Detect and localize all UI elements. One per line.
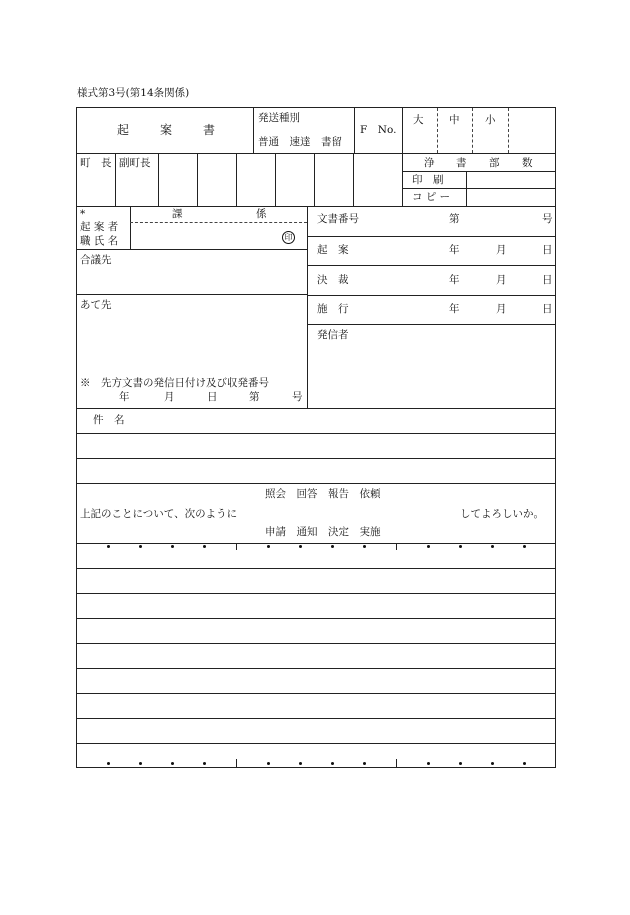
- josho-char-2: 書: [456, 157, 467, 169]
- form-rule-line: [307, 324, 556, 325]
- form-rule-line: [76, 668, 556, 669]
- size-small: 小: [485, 114, 496, 126]
- atesaki-label: あて先: [80, 299, 112, 311]
- kian-char-3: 書: [203, 123, 216, 137]
- grid-dot-marker: [107, 545, 110, 548]
- senpo-tsuki: 月: [164, 391, 175, 403]
- shiko-label: 施 行: [317, 303, 349, 315]
- form-rule-line: [236, 153, 237, 206]
- grid-dot-marker: [171, 545, 174, 548]
- form-rule-line: [130, 206, 131, 249]
- form-rule-line: [76, 153, 556, 154]
- josho-char-3: 部: [489, 157, 500, 169]
- form-rule-line: [76, 767, 556, 768]
- form-rule-line: [396, 759, 397, 767]
- form-rule-line: [354, 107, 355, 153]
- grid-dot-marker: [203, 762, 206, 765]
- form-rule-line: [76, 568, 556, 569]
- grid-dot-marker: [299, 762, 302, 765]
- senpo-nen: 年: [119, 391, 130, 403]
- form-rule-line: [472, 108, 473, 153]
- bunsho-dai: 第: [449, 213, 460, 225]
- senpo-dai: 第: [249, 391, 260, 403]
- grid-dot-marker: [363, 762, 366, 765]
- grid-dot-marker: [331, 762, 334, 765]
- kian-tsuki: 月: [496, 244, 507, 256]
- insatsu-label: 印 刷: [412, 174, 444, 186]
- form-rule-line: [76, 458, 556, 459]
- form-rule-line: [76, 643, 556, 644]
- fukuchocho-label: 副町長: [119, 157, 151, 169]
- form-rule-line: [275, 153, 276, 206]
- grid-dot-marker: [299, 545, 302, 548]
- form-rule-line: [76, 107, 556, 108]
- form-rule-line: [115, 153, 116, 206]
- form-rule-line: [76, 543, 556, 544]
- form-rule-line: [353, 153, 354, 206]
- form-rule-line: [76, 593, 556, 594]
- grid-dot-marker: [523, 545, 526, 548]
- form-rule-line: [158, 153, 159, 206]
- grid-dot-marker: [139, 762, 142, 765]
- options-top: 照会 回答 報告 依頼: [265, 488, 381, 500]
- options-bottom: 申請 通知 決定 実施: [265, 526, 381, 538]
- kessai-hi: 日: [542, 274, 553, 286]
- form-rule-line: [307, 265, 556, 266]
- kian-label: 起 案: [317, 244, 349, 256]
- kenmei-label: 件 名: [93, 414, 125, 426]
- form-rule-line: [402, 107, 403, 206]
- kessai-tsuki: 月: [496, 274, 507, 286]
- sentence-prefix: 上記のことについて、次のように: [80, 508, 238, 520]
- form-rule-line: [76, 249, 307, 250]
- shokushimei-label: 職 氏 名: [80, 235, 119, 247]
- shiko-tsuki: 月: [496, 303, 507, 315]
- grid-dot-marker: [267, 545, 270, 548]
- form-rule-line: [76, 408, 556, 409]
- form-rule-line: [76, 693, 556, 694]
- kakari-label: 係: [256, 208, 267, 220]
- grid-dot-marker: [427, 762, 430, 765]
- form-rule-line: [76, 718, 556, 719]
- size-medium: 中: [449, 114, 460, 126]
- form-rule-line: [76, 483, 556, 484]
- form-rule-line: [402, 171, 556, 172]
- form-rule-line: [76, 433, 556, 434]
- f-no-label: F No.: [360, 124, 397, 136]
- grid-dot-marker: [363, 545, 366, 548]
- form-title: 様式第3号(第14条関係): [77, 87, 190, 99]
- kessai-nen: 年: [449, 274, 460, 286]
- grid-dot-marker: [203, 545, 206, 548]
- form-rule-line: [437, 108, 438, 153]
- grid-dot-marker: [331, 545, 334, 548]
- kian-char-1: 起: [117, 123, 130, 137]
- senpo-go: 号: [292, 391, 303, 403]
- form-rule-line: [236, 543, 237, 550]
- kian-nen: 年: [449, 244, 460, 256]
- senpo-hi: 日: [207, 391, 218, 403]
- hasso-shubetsu-label: 発送種別: [258, 112, 300, 124]
- kian-hi: 日: [542, 244, 553, 256]
- grid-dot-marker: [459, 762, 462, 765]
- grid-dot-marker: [171, 762, 174, 765]
- form-rule-line: [253, 107, 254, 153]
- form-rule-line: [402, 188, 556, 189]
- form-rule-line: [307, 236, 556, 237]
- size-large: 大: [413, 114, 424, 126]
- grid-dot-marker: [427, 545, 430, 548]
- josho-char-4: 数: [522, 157, 533, 169]
- ka-label: 課: [172, 208, 183, 220]
- grid-dot-marker: [459, 545, 462, 548]
- bunsho-bango-label: 文書番号: [317, 213, 359, 225]
- grid-dot-marker: [267, 762, 270, 765]
- seal-mark: 印: [282, 231, 295, 244]
- form-rule-line: [314, 153, 315, 206]
- kian-char-2: 案: [160, 123, 173, 137]
- josho-char-1: 浄: [424, 157, 435, 169]
- grid-dot-marker: [491, 762, 494, 765]
- form-rule-line: [236, 759, 237, 767]
- gogisaki-label: 合議先: [80, 254, 112, 266]
- senpo-note: ※ 先方文書の発信日付け及び収発番号: [80, 377, 269, 389]
- kessai-label: 決 裁: [317, 274, 349, 286]
- form-rule-line: [508, 108, 509, 153]
- form-rule-line: [396, 543, 397, 550]
- grid-dot-marker: [523, 762, 526, 765]
- form-rule-line: [76, 206, 556, 207]
- shiko-nen: 年: [449, 303, 460, 315]
- grid-dot-marker: [139, 545, 142, 548]
- form-rule-line: [76, 743, 556, 744]
- hasso-options: 普通 速達 書留: [258, 136, 342, 148]
- form-rule-line: [76, 618, 556, 619]
- bunsho-go: 号: [542, 213, 553, 225]
- form-rule-line: [76, 294, 307, 295]
- kiansha-label: 起 案 者: [80, 221, 119, 233]
- hasshinsha-label: 発信者: [317, 329, 349, 341]
- shiko-hi: 日: [542, 303, 553, 315]
- asterisk-mark: *: [80, 208, 86, 220]
- sentence-suffix: してよろしいか。: [460, 508, 544, 520]
- chocho-label: 町 長: [80, 157, 112, 169]
- form-rule-line: [307, 295, 556, 296]
- form-rule-line: [130, 222, 307, 223]
- grid-dot-marker: [107, 762, 110, 765]
- form-rule-line: [466, 171, 467, 206]
- form-rule-line: [197, 153, 198, 206]
- copy-label: コ ピ ー: [412, 191, 451, 203]
- grid-dot-marker: [491, 545, 494, 548]
